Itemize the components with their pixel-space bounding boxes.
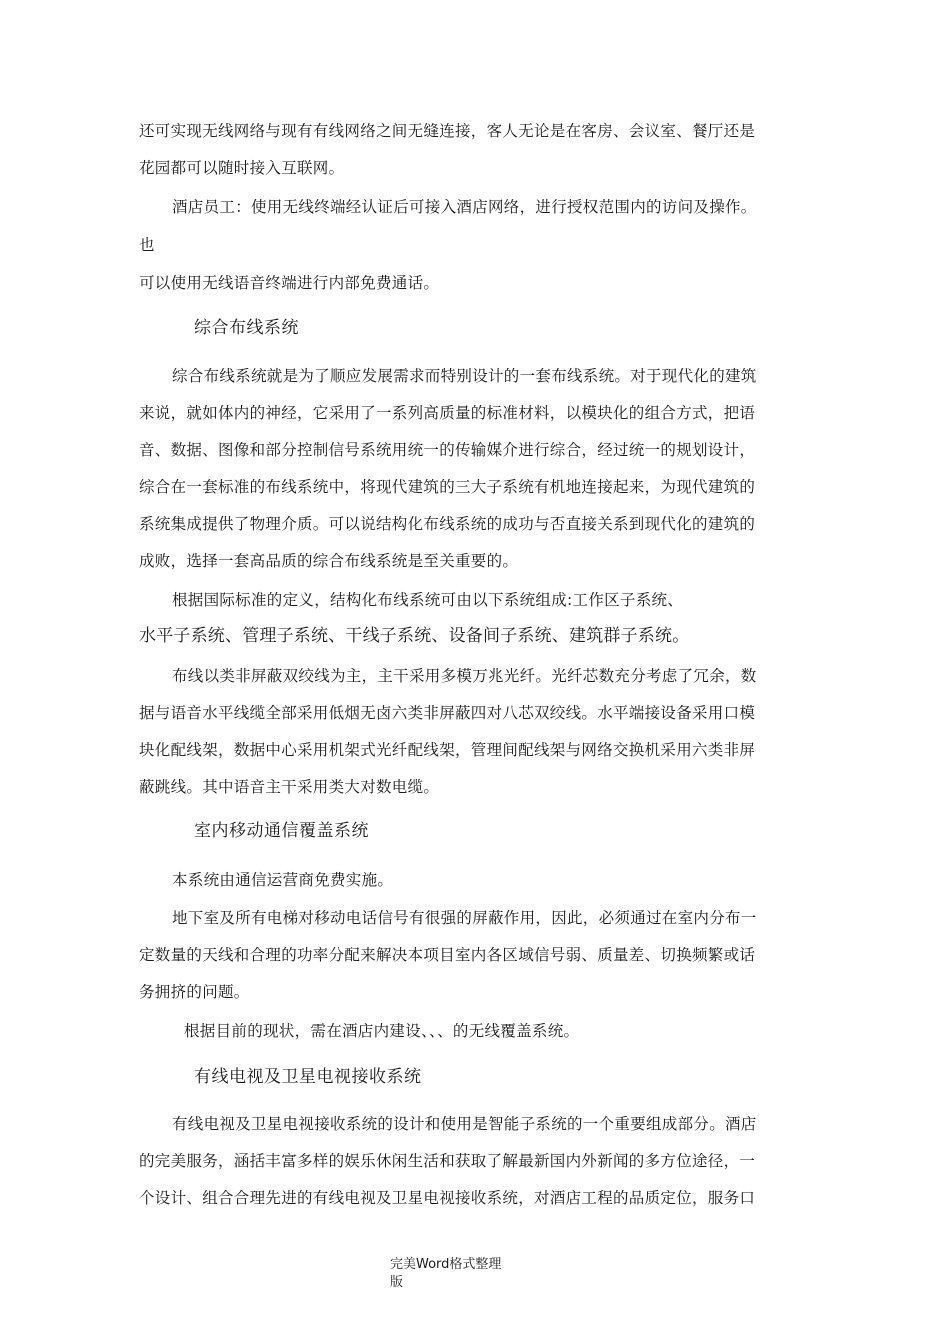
footer-text: 完美Word格式整理 xyxy=(390,1257,502,1272)
paragraph-line: 根据目前的现状，需在酒店内建设、、、的无线覆盖系统。 xyxy=(184,1022,580,1040)
section-heading-indoor-coverage: 室内移动通信覆盖系统 xyxy=(194,821,369,841)
paragraph-line: 音、数据、图像和部分控制信号系统用统一的传输媒介进行综合，经过统一的规划设计， xyxy=(139,441,756,459)
paragraph-line: 块化配线架，数据中心采用机架式光纤配线架，管理间配线架与网络交换机采用六类非屏 xyxy=(139,741,756,759)
paragraph-line: 酒店员工：使用无线终端经认证后可接入酒店网络，进行授权范围内的访问及操作。 xyxy=(172,198,757,216)
paragraph-line: 也 xyxy=(139,236,155,254)
paragraph-line: 个设计、组合合理先进的有线电视及卫星电视接收系统，对酒店工程的品质定位，服务口 xyxy=(139,1189,756,1207)
paragraph-line: 可以使用无线语音终端进行内部免费通话。 xyxy=(139,274,440,292)
paragraph-line: 定数量的天线和合理的功率分配来解决本项目室内各区域信号弱、质量差、切换频繁或话 xyxy=(139,946,756,964)
paragraph-line: 务拥挤的问题。 xyxy=(139,983,250,1001)
paragraph-line: 花园都可以随时接入互联网。 xyxy=(139,159,345,177)
section-heading-cabling: 综合布线系统 xyxy=(194,318,299,338)
paragraph-line: 有线电视及卫星电视接收系统的设计和使用是智能子系统的一个重要组成部分。酒店 xyxy=(172,1115,757,1133)
paragraph-line: 的完美服务，涵括丰富多样的娱乐休闲生活和获取了解最新国内外新闻的多方位途径，一 xyxy=(139,1152,756,1170)
paragraph-line: 综合布线系统就是为了顺应发展需求而特别设计的一套布线系统。对于现代化的建筑 xyxy=(172,367,757,385)
paragraph-line: 综合在一套标准的布线系统中，将现代建筑的三大子系统有机地连接起来，为现代建筑的 xyxy=(139,478,756,496)
paragraph-line: 蔽跳线。其中语音主干采用类大对数电缆。 xyxy=(139,778,440,796)
paragraph-line: 地下室及所有电梯对移动电话信号有很强的屏蔽作用，因此，必须通过在室内分布一 xyxy=(172,909,757,927)
section-heading-cable-tv: 有线电视及卫星电视接收系统 xyxy=(194,1067,422,1087)
paragraph-line: 来说，就如体内的神经，它采用了一系列高质量的标准材料，以模块化的组合方式，把语 xyxy=(139,404,756,422)
paragraph-line: 据与语音水平线缆全部采用低烟无卤六类非屏蔽四对八芯双绞线。水平端接设备采用口模 xyxy=(139,704,756,722)
paragraph-line: 系统集成提供了物理介质。可以说结构化布线系统的成功与否直接关系到现代化的建筑的 xyxy=(139,515,756,533)
footer-text: 版 xyxy=(390,1275,404,1290)
paragraph-line: 还可实现无线网络与现有有线网络之间无缝连接，客人无论是在客房、会议室、餐厅还是 xyxy=(139,122,756,140)
paragraph-line: 本系统由通信运营商免费实施。 xyxy=(172,871,394,889)
paragraph-line: 根据国际标准的定义，结构化布线系统可由以下系统组成:工作区子系统、 xyxy=(172,591,684,609)
paragraph-line: 成败，选择一套高品质的综合布线系统是至关重要的。 xyxy=(139,552,519,570)
paragraph-line: 水平子系统、管理子系统、干线子系统、设备间子系统、建筑群子系统。 xyxy=(139,626,690,646)
paragraph-line: 布线以类非屏蔽双绞线为主，主干采用多模万兆光纤。光纤芯数充分考虑了冗余，数 xyxy=(172,667,757,685)
